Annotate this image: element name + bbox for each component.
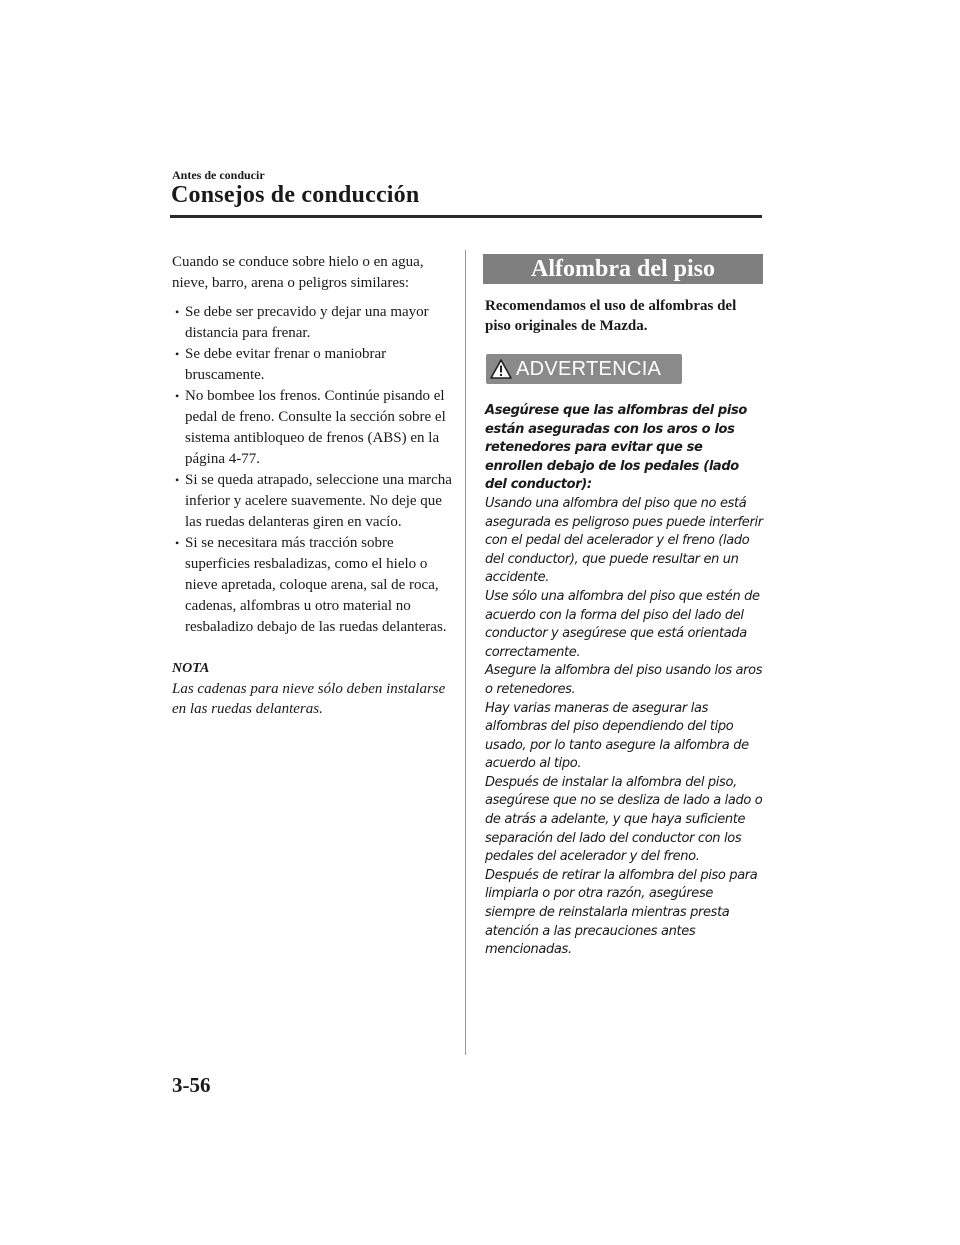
bullet-icon: • xyxy=(175,347,180,361)
left-column xyxy=(172,252,452,719)
list-item xyxy=(172,470,452,533)
list-item-text: No bombee los frenos. Continúe pisando el pedal de freno. Consulte la sección sobre el sistema antibloqueo de frenos (ABS) en la página 4-77. xyxy=(185,388,446,467)
warning-paragraph: Después de instalar la alfombra del piso, asegúrese que no se desliza de lado a lado o de atrás a adelante, y que haya suficiente separación del lado del conductor con los pedales del acelerador y del freno. xyxy=(485,774,763,865)
list-item-text: Se debe evitar frenar o maniobrar bruscamente. xyxy=(185,346,387,383)
section-label: Antes de conducir xyxy=(172,168,265,182)
list-item xyxy=(172,344,452,386)
warning-paragraph: Use sólo una alfombra del piso que estén de acuerdo con la forma del piso del lado del conductor y asegúrese que está orientada correctamente. xyxy=(485,588,760,660)
page-number: 3-56 xyxy=(172,1073,211,1097)
bullet-icon: • xyxy=(175,305,180,319)
list-item xyxy=(172,302,452,344)
list-item xyxy=(172,533,452,638)
warning-label: ADVERTENCIA xyxy=(516,357,662,380)
warning-header xyxy=(486,354,682,384)
list-item-text: Si se necesitara más tracción sobre superficies resbaladizas, como el hielo o nieve apretada, coloque arena, sal de roca, cadenas, alfombras u otro material no resbaladizo debajo de las ruedas delanteras. xyxy=(185,535,447,635)
list-item xyxy=(172,386,452,470)
driving-conditions-intro: Cuando se conduce sobre hielo o en agua, nieve, barro, arena o peligros similares: xyxy=(172,254,424,291)
note-label: NOTA xyxy=(172,661,210,676)
column-divider xyxy=(465,250,466,1055)
warning-paragraph: Asegure la alfombra del piso usando los aros o retenedores. xyxy=(485,663,763,697)
page-title: Consejos de conducción xyxy=(171,182,420,208)
warning-triangle-icon xyxy=(486,354,516,384)
right-column xyxy=(483,254,763,960)
bullet-icon: • xyxy=(175,536,180,550)
note-text: Las cadenas para nieve sólo deben instalarse en las ruedas delanteras. xyxy=(172,681,446,717)
header-rule xyxy=(170,215,762,218)
list-item-text: Se debe ser precavido y dejar una mayor distancia para frenar. xyxy=(185,304,429,341)
bullet-icon: • xyxy=(175,473,180,487)
section-banner: Alfombra del piso xyxy=(483,254,763,284)
bullet-icon: • xyxy=(175,389,180,403)
list-item-text: Si se queda atrapado, seleccione una marcha inferior y acelere suavemente. No deje que las ruedas delanteras giren en vacío. xyxy=(185,472,452,530)
warning-body xyxy=(483,402,763,960)
precaution-list xyxy=(172,302,452,638)
warning-lead: Asegúrese que las alfombras del piso están aseguradas con los aros o los retenedores para evitar que se enrollen debajo de los pedales (lado del conductor): xyxy=(485,403,747,493)
floor-mat-intro: Recomendamos el uso de alfombras del piso originales de Mazda. xyxy=(485,298,737,334)
warning-paragraph: Después de retirar la alfombra del piso para limpiarla o por otra razón, asegúrese siempre de reinstalarla mientras presta atención a las precauciones antes mencionadas. xyxy=(485,867,758,958)
warning-paragraph: Usando una alfombra del piso que no está asegurada es peligroso pues puede interferir con el pedal del acelerador y el freno (lado del conductor), que puede resultar en un accidente. xyxy=(485,495,763,586)
warning-paragraph: Hay varias maneras de asegurar las alfombras del piso dependiendo del tipo usado, por lo tanto asegure la alfombra de acuerdo al tipo. xyxy=(485,700,749,772)
